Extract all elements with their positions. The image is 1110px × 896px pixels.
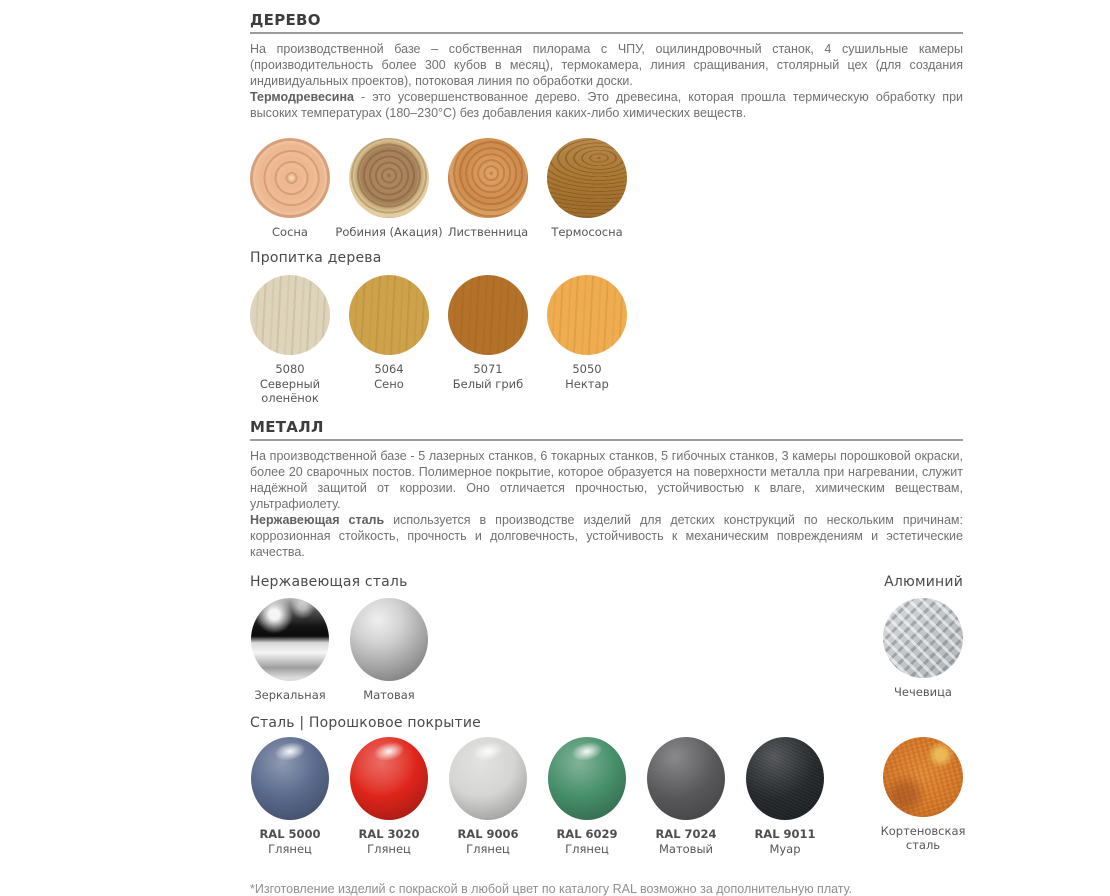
powder-item [547,737,627,856]
wood-species-label: Лиственница [447,225,529,239]
ral-code: RAL 9006 [457,827,519,841]
impregnation-item [448,275,528,391]
thermowood-paragraph [250,89,963,121]
corten-steel-swatch [883,737,963,817]
metal-section [250,418,966,856]
ral-color-swatch [449,737,527,820]
stainless-description: используется в производстве изделий для детских конструкций по нескольким причинам: коррозионная стойкость, прочность и долговечность, устойчивость к механическим повреждениям и эстетические качества. [250,513,963,559]
impregnation-item [250,275,330,405]
ral-finish: Муар [769,842,801,856]
powder-item [250,737,330,856]
impregnation-color-swatch [448,275,528,355]
aluminum-item [883,598,963,699]
impregnation-color-swatch [547,275,627,355]
thermowood-term: Термодревесина [250,90,354,104]
ral-color-swatch [746,737,824,820]
wood-section-title: ДЕРЕВО [250,11,321,29]
wood-species-label: Сосна [272,225,308,239]
stainless-aluminum-row [250,598,963,702]
impregnation-item [349,275,429,391]
metal-section-divider [250,439,963,441]
stainless-label: Матовая [363,688,415,702]
impregnation-code: 5050 [572,362,602,376]
robinia-wood-swatch [349,138,429,218]
wood-species-label: Термососна [551,225,623,239]
ral-color-swatch [647,737,725,820]
powder-coating-row [250,737,966,856]
thermopine-wood-swatch [547,138,627,218]
stainless-item [250,598,330,702]
ral-finish: Глянец [466,842,510,856]
ral-finish: Глянец [565,842,609,856]
page-content [250,0,966,896]
ral-code: RAL 3020 [358,827,420,841]
wood-species-item [250,138,330,239]
wood-species-item [448,138,528,239]
checker-plate-swatch [883,598,963,678]
wood-species-item [547,138,627,239]
ral-finish: Матовый [658,842,714,856]
ral-finish: Глянец [268,842,312,856]
stainless-label: Зеркальная [254,688,326,702]
impregnation-item [547,275,627,391]
matte-steel-swatch [350,598,428,681]
stainless-title: Нержавеющая сталь [250,574,408,590]
aluminum-title: Алюминий [884,574,963,590]
impregnation-name: Северный оленёнок [259,377,321,405]
wood-species-row [250,138,963,239]
ral-color-swatch [350,737,428,820]
ral-color-swatch [548,737,626,820]
impregnation-row [250,275,963,405]
corten-item [880,737,966,852]
wood-section [250,11,963,405]
metal-intro-paragraph: На производственной базе - 5 лазерных станков, 6 токарных станков, 5 гибочных станков, 3 камеры порошковой окраски, более 20 сварочных постов. Полимерное покрытие, которое образуется на поверхности металла при нагревании, служит надёжной защитой от коррозии. Оно отличается прочностью, устойчивостью к влаге, химическим веществам, ультрафиолету. [250,449,963,511]
corten-label: Кортеновская сталь [880,824,966,852]
impregnation-code: 5071 [473,362,503,376]
wood-intro-paragraph: На производственной базе – собственная пилорама с ЧПУ, оцилиндровочный станок, 4 сушильные камеры (производительность более 300 кубов в месяц), термокамера, линия сращивания, столярный цех (для создания индивидуальных проектов), потоковая линия по обработки доски. [250,42,963,88]
wood-species-item [335,138,443,239]
wood-species-label: Робиния (Акация) [335,225,443,239]
stainless-item [349,598,429,702]
aluminum-label: Чечевица [894,685,952,699]
powder-item [448,737,528,856]
wood-section-divider [250,32,963,34]
powder-item [745,737,825,856]
impregnation-code: 5064 [374,362,404,376]
impregnation-name: Сено [374,377,404,391]
ral-code: RAL 5000 [259,827,321,841]
impregnation-name: Нектар [565,377,609,391]
ral-code: RAL 9011 [754,827,816,841]
larch-wood-swatch [448,138,528,218]
thermowood-description: - это усовершенствованное дерево. Это древесина, которая прошла термическую обработку при высоких температурах (180–230°С) без добавления каких-либо химических веществ. [250,90,963,120]
ral-code: RAL 7024 [655,827,717,841]
impregnation-color-swatch [250,275,330,355]
impregnation-name: Белый гриб [452,377,524,391]
impregnation-color-swatch [349,275,429,355]
mirror-steel-swatch [251,598,329,681]
ral-code: RAL 6029 [556,827,618,841]
ral-footnote: *Изготовление изделий с покраской в любой цвет по каталогу RAL возможно за дополнительную плату. [250,882,853,896]
impregnation-title: Пропитка дерева [250,250,382,266]
stainless-term: Нержавеющая сталь [250,513,385,527]
stainless-paragraph [250,512,963,560]
powder-item [349,737,429,856]
ral-color-swatch [251,737,329,820]
pine-wood-swatch [250,138,330,218]
powder-item [646,737,726,856]
metal-section-title: МЕТАЛЛ [250,418,324,436]
metal-subheadings-row [250,574,963,590]
powder-coating-title: Сталь | Порошковое покрытие [250,715,481,731]
ral-finish: Глянец [367,842,411,856]
impregnation-code: 5080 [275,362,305,376]
